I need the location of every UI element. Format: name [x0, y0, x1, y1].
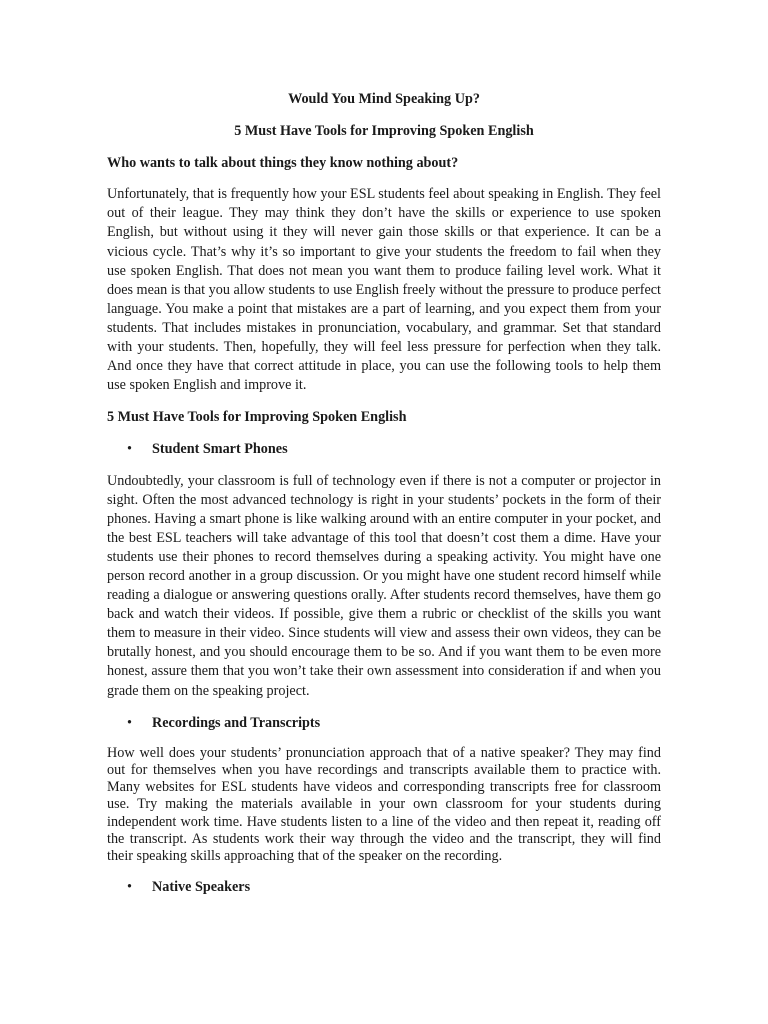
bullet-icon: •	[127, 879, 132, 896]
tool-paragraph-recordings: How well does your students’ pronunciation approach that of a native speaker? They may find out for themselves when you have recordings and transcripts available them to practice with. Many websites for ESL students have videos and corresponding transcripts free for classroom use. Try making the materials available in your own classroom for your students during independent work time. Have students listen to a line of the video and then repeat it, reading off the transcript. As students work their way through the video and the transcript, they will find their speaking skills approaching that of the speaker on the recording.	[107, 744, 661, 864]
document-page	[107, 90, 661, 897]
section-heading: 5 Must Have Tools for Improving Spoken English	[107, 409, 407, 426]
bullet-icon: •	[127, 714, 132, 731]
tool-heading-smart-phones	[107, 440, 661, 459]
intro-paragraph: Unfortunately, that is frequently how your ESL students feel about speaking in English. They feel out of their league. They may think they don’t have the skills or experience to use spoken English, but without using it they will never gain those skills or that experience. It can be a vicious cycle. That’s why it’s so important to give your students the freedom to fail when they use spoken English. That does not mean you want them to produce failing level work. What it does mean is that you allow students to use English freely without the pressure to produce perfect language. You make a point that mistakes are a part of learning, and you expect them from your students. That includes mistakes in pronunciation, vocabulary, and grammar. Set that standard with your students. Then, hopefully, they will feel less pressure for perfection when they talk. And once they have that correct attitude in place, you can use the following tools to help them use spoken English and improve it.	[107, 186, 661, 394]
tool-heading-recordings	[107, 714, 661, 733]
bullet-icon: •	[127, 441, 132, 458]
document-subtitle: 5 Must Have Tools for Improving Spoken English	[234, 123, 534, 140]
tool-name: Native Speakers	[152, 879, 251, 896]
intro-question: Who wants to talk about things they know nothing about?	[107, 155, 459, 172]
document-title: Would You Mind Speaking Up?	[288, 91, 480, 107]
tool-heading-native-speakers	[107, 878, 661, 897]
tool-name: Recordings and Transcripts	[152, 714, 321, 731]
tool-name: Student Smart Phones	[152, 441, 288, 458]
tool-paragraph-smart-phones: Undoubtedly, your classroom is full of technology even if there is not a computer or projector in sight. Often the most advanced technology is right in your students’ pockets in the form of their phones. Having a smart phone is like walking around with an entire computer in your pocket, and the best ESL teachers will take advantage of this tool that doesn’t cost them a dime. Have your students use their phones to record themselves during a speaking activity. You might have one person record another in a group discussion. Or you might have one student record himself while reading a dialogue or answering questions orally. After students record themselves, have them go back and watch their videos. If possible, give them a rubric or checklist of the skills you want them to measure in their video. Since students will view and assess their own videos, they can be brutally honest, and you should encourage them to be so. And if you want them to be even more honest, assure them that you won’t take their own assessment into consideration if and when you grade them on the speaking project.	[107, 472, 661, 699]
